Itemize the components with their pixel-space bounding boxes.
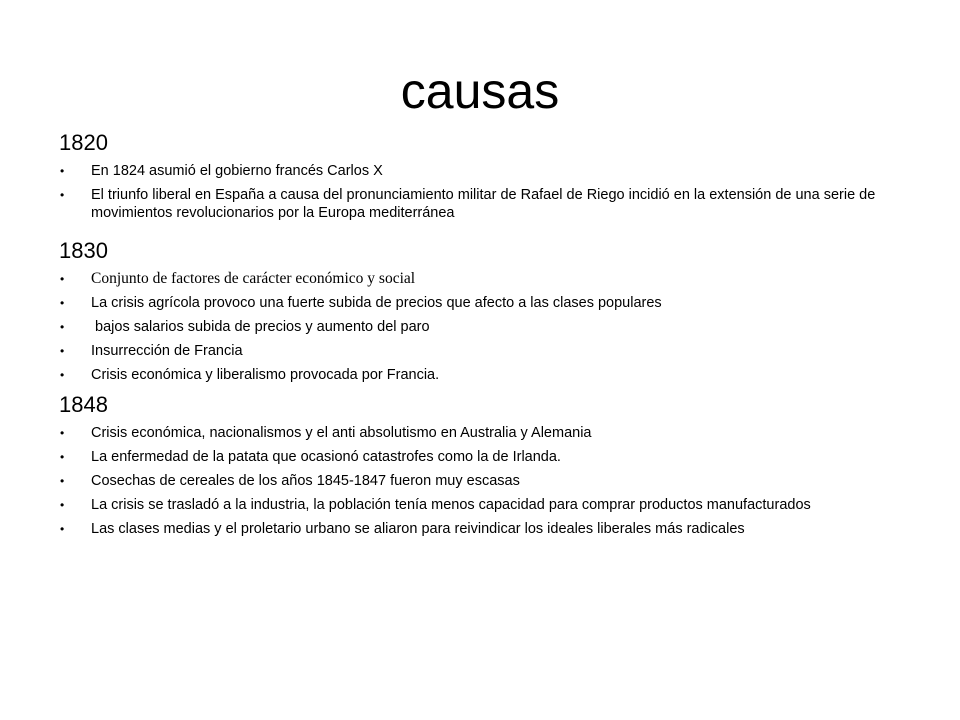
list-item (59, 472, 909, 490)
list-item (59, 424, 909, 442)
list-item (59, 294, 909, 312)
bullet-icon: • (60, 426, 65, 440)
list-item (59, 318, 909, 336)
section-heading: 1820 (59, 130, 108, 155)
section-1830 (59, 236, 909, 384)
bullet-list (59, 270, 909, 384)
list-item (59, 496, 909, 514)
section-1848 (59, 390, 909, 538)
bullet-icon: • (60, 498, 65, 512)
list-item (59, 162, 909, 180)
slide-title: causas (400, 63, 560, 119)
list-item (59, 270, 909, 288)
section-heading: 1848 (59, 392, 108, 417)
bullet-icon: • (60, 474, 65, 488)
list-item-text: Las clases medias y el proletario urbano se aliaron para reivindicar los ideales liberales más radicales (91, 521, 745, 537)
list-item-text: Crisis económica y liberalismo provocada por Francia. (91, 367, 440, 383)
list-item-text: Insurrección de Francia (91, 343, 243, 359)
bullet-icon: • (60, 320, 65, 334)
list-item (59, 520, 909, 538)
list-item-text: En 1824 asumió el gobierno francés Carlos X (91, 163, 383, 179)
list-item-text: El triunfo liberal en España a causa del pronunciamiento militar de Rafael de Riego incidió en la extensión de una serie de movimientos revolucionarios por la Europa mediterránea (91, 187, 876, 221)
list-item-text: La crisis agrícola provoco una fuerte subida de precios que afecto a las clases populares (91, 295, 662, 311)
list-item-text: Crisis económica, nacionalismos y el anti absolutismo en Australia y Alemania (91, 425, 592, 441)
bullet-icon: • (60, 368, 65, 382)
bullet-icon: • (60, 344, 65, 358)
bullet-icon: • (60, 522, 65, 536)
list-item-text: Conjunto de factores de carácter económico y social (91, 270, 416, 287)
list-item (59, 448, 909, 466)
bullet-icon: • (60, 164, 65, 178)
list-item-text: Cosechas de cereales de los años 1845-1847 fueron muy escasas (91, 473, 520, 489)
bullet-icon: • (60, 188, 65, 202)
slide-content (59, 128, 909, 544)
list-item (59, 186, 909, 222)
list-item (59, 342, 909, 360)
list-item (59, 366, 909, 384)
section-heading: 1830 (59, 238, 108, 263)
bullet-icon: • (60, 296, 65, 310)
bullet-icon: • (60, 450, 65, 464)
bullet-list (59, 424, 909, 538)
list-item-text: La crisis se trasladó a la industria, la población tenía menos capacidad para comprar productos manufacturados (91, 497, 811, 513)
section-1820 (59, 128, 909, 222)
bullet-icon: • (60, 272, 65, 286)
bullet-list (59, 162, 909, 222)
list-item-text: La enfermedad de la patata que ocasionó catastrofes como la de Irlanda. (91, 449, 561, 465)
list-item-text: bajos salarios subida de precios y aumento del paro (91, 319, 430, 335)
